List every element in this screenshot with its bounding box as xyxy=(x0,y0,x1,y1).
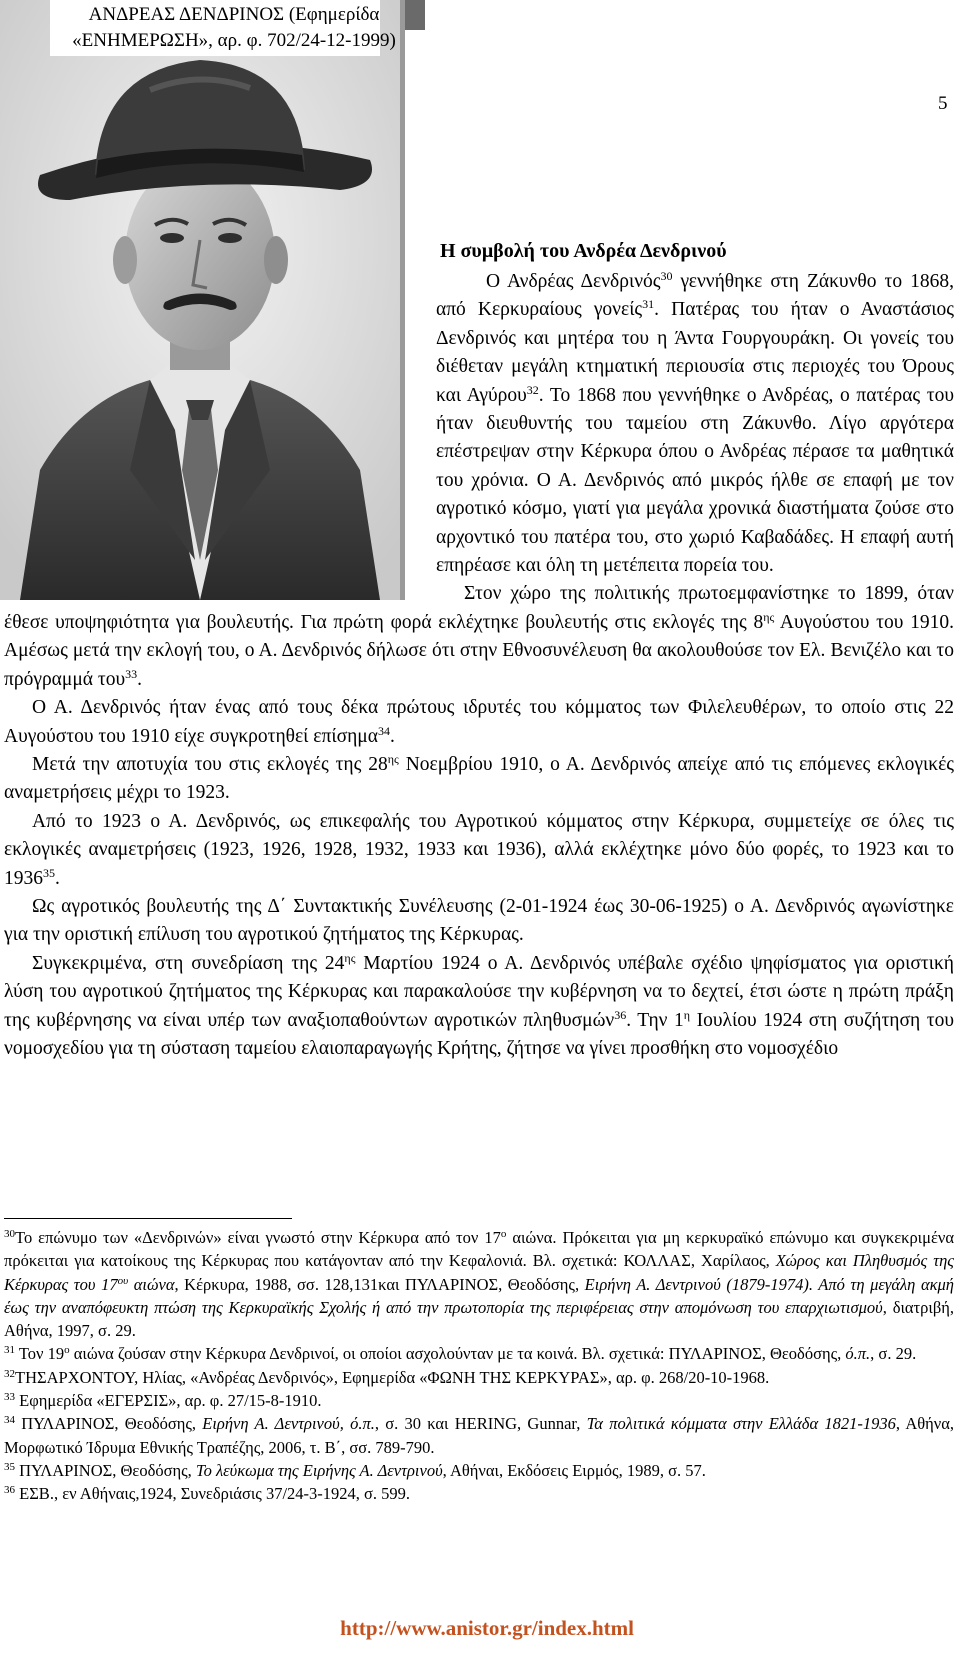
section-title: Η συμβολή του Ανδρέα Δενδρινού xyxy=(440,240,727,262)
main-text xyxy=(4,238,954,1063)
paragraph-7: Συγκεκριμένα, στη συνεδρίαση της $24^{\eta\varsigma}$ Μαρτίου 1924 ο Α. Δενδρινός υπέβαλε σχέδιο ψηφίσματος για οριστική λύση του αγροτικού ζητήματος της Κέρκυρας και παρακαλούσε την κυβέρνηση να το δεχτεί, έτσι ώστε η πρώτη πράξη της κυβέρνησης να είναι υπέρ των αναξιοπαθούντων αγροτικών πληθυσμών$^{36}$. Την $1^\eta$ Ιουλίου 1924 στη συζήτηση του νομοσχεδίου για τη σύσταση ταμείου ελαιοπαραγωγής Κρήτης, ζήτησε να γίνει προσθήκη στο νομοσχέδιο xyxy=(4,950,954,1059)
footnote-ref-30[interactable]: 30 xyxy=(660,269,673,283)
footnote-ref-35[interactable]: 35 xyxy=(43,865,55,880)
footer xyxy=(0,1616,930,1641)
photo-caption xyxy=(64,2,404,54)
footnote-30: $^{30}$Το επώνυμο των «Δενδρινών» είναι γνωστό στην Κέρκυρα από τον $17^o$ αιώνα. Πρόκειται για μη κερκυραϊκό επώνυμο και συγκεκριμένα πρόκειται για κατοίκους της Κέρκυρας που κατάγονταν από την Κεφαλονιά. Βλ. σχετικά: ΚΟΛΛΑΣ, Χαρίλαος, Χώρος και Πληθυσμός της Κέρκυρας του $17^{o\upsilon}$ αιώνα, Κέρκυρα, 1988, σσ. 128,131και ΠΥΛΑΡΙΝΟΣ, Θεοδόσης, Ειρήνη Α. Δεντρινού (1879-1974). Από τη μεγάλη ακμή έως την αναπόφευκτη πτώση της Κερκυραϊκής Σχολής ή από την πρωτοπορία της περιφέρειας στην απομόνωση του επαρχιωτισμού, διατριβή, Αθήνα, 1997, σ. 29. xyxy=(4,1228,955,1341)
footnote-ref-31[interactable]: 31 xyxy=(642,297,655,312)
footnote-36: $^{36}$ ΕΣΒ., εν Αθήναις,1924, Συνεδριάσις 37/24-3-1924, σ. 599. xyxy=(4,1484,411,1504)
photo-caption-line2: «ΕΝΗΜΕΡΩΣΗ», αρ. φ. 702/24-12-1999) xyxy=(72,30,396,51)
paragraph-5: Από το 1923 ο Α. Δενδρινός, ως επικεφαλής του Αγροτικού κόμματος στην Κέρκυρα, συμμετείχε σε όλες τις εκλογικές αναμετρήσεις (1923, 1926, 1928, 1932, 1933 και 1936), αλλά εκλέχτηκε μόνο δύο φορές, το 1923 και το 1936$^{35}$. xyxy=(4,810,954,889)
paragraph-1: Ο Ανδρέας Δενδρινός$^{30}$ γεννήθηκε στη Ζάκυνθο το 1868, από Κερκυραίους γονείς$^{31}$. Πατέρας του ήταν ο Αναστάσιος Δενδρινός και μητέρα του η Άντα Γουργουράκη. Οι γονείς του διέθεταν μεγάλη κτηματική περιουσία στις περιοχές του Όρους και Αγύρου$^{32}$. Το 1868 που γεννήθηκε ο Ανδρέας, ο πατέρας του ήταν διευθυντής του ταμείου στη Ζάκυνθο. Λίγο αργότερα επέστρεψαν στην Κέρκυρα όπου ο Ανδρέας πέρασε τα μαθητικά του χρόνια. Ο Α. Δενδρινός από μικρός ήλθε σε επαφή με τον αγροτικό κόσμο, γιατί για μεγάλα χρονικά διαστήματα ζούσε στο αρχοντικό του πατέρα του, στο χωριό Καβαδάδες. Η επαφή αυτή επηρέασε και όλη τη μετέπειτα πορεία του. xyxy=(436,269,954,577)
footnote-32: $^{32}$ΤΗΣΑΡΧΟΝΤΟΥ, Ηλίας, «Ανδρέας Δενδρινός», Εφημερίδα «ΦΩΝΗ ΤΗΣ ΚΕΡΚΥΡΑΣ», αρ. φ. 268/20-10-1968. xyxy=(4,1367,770,1387)
footnote-ref-32[interactable]: 32 xyxy=(526,382,539,397)
footnote-ref-34[interactable]: 34 xyxy=(377,723,390,738)
footnotes xyxy=(4,1226,954,1506)
paragraph-2: Στον χώρο της πολιτικής πρωτοεμφανίστηκε το 1899, όταν έθεσε υποψηφιότητα για βουλευτής. Για πρώτη φορά εκλέχτηκε βουλευτής στις εκλογές της $8^{\eta\varsigma}$ Αυγούστου του 1910. Αμέσως μετά την εκλογή του, ο Α. Δενδρινός δήλωσε ότι στην Εθνοσυνέλευση θα ακολουθούσε τον Ελ. Βενιζέλο και το πρόγραμμά του$^{33}$. xyxy=(4,583,954,690)
footer-link[interactable]: http://www.anistor.gr/index.html xyxy=(340,1616,634,1640)
photo-wrap-spacer xyxy=(4,238,436,600)
footnote-31: $^{31}$ Τον $19^o$ αιώνα ζούσαν στην Κέρκυρα Δενδρινοί, οι οποίοι ασχολούνταν με τα κοινά. Βλ. σχετικά: ΠΥΛΑΡΙΝΟΣ, Θεοδόσης, ό.π., σ. 29. xyxy=(4,1344,917,1364)
footnote-ref-36[interactable]: 36 xyxy=(614,1007,627,1022)
footnote-35: $^{35}$ ΠΥΛΑΡΙΝΟΣ, Θεοδόσης, Το λεύκωμα της Ειρήνης Α. Δεντρινού, Αθήναι, Εκδόσεις Ειρμός, 1989, σ. 57. xyxy=(4,1460,706,1480)
footnote-34: $^{34}$ ΠΥΛΑΡΙΝΟΣ, Θεοδόσης, Ειρήνη Α. Δεντρινού, ό.π., σ. 30 και HERING, Gunnar, Τα πολιτικά κόμματα στην Ελλάδα 1821-1936, Αθήνα, Μορφωτικό Ίδρυμα Εθνικής Τραπέζης, 2006, τ. Β΄, σσ. 789-790. xyxy=(4,1414,954,1457)
paragraph-3: Ο Α. Δενδρινός ήταν ένας από τους δέκα πρώτους ιδρυτές του κόμματος των Φιλελευθέρων, το οποίο στις 22 Αυγούστου του 1910 είχε συγκροτηθεί επίσημα$^{34}$. xyxy=(4,697,954,747)
page-number: 5 xyxy=(938,93,948,114)
footnote-divider xyxy=(4,1218,292,1219)
paragraph-6: Ως αγροτικός βουλευτής της Δ΄ Συντακτικής Συνέλευσης (2-01-1924 έως 30-06-1925) ο Α. Δενδρινός αγωνίστηκε για την οριστική επίλυση του αγροτικού ζητήματος της Κέρκυρας. xyxy=(4,895,954,946)
footnote-ref-33[interactable]: 33 xyxy=(125,666,138,681)
photo-caption-line1: ΑΝΔΡΕΑΣ ΔΕΝΔΡΙΝΟΣ (Εφημερίδα xyxy=(88,4,380,25)
footnote-33: $^{33}$ Εφημερίδα «ΕΓΕΡΣΙΣ», αρ. φ. 27/15-8-1910. xyxy=(4,1391,322,1411)
paragraph-4: Μετά την αποτυχία του στις εκλογές της $28^{\eta\varsigma}$ Νοεμβρίου 1910, ο Α. Δενδρινός απείχε από τις επόμενες εκλογικές αναμετρήσεις μέχρι το 1923. xyxy=(4,751,954,804)
